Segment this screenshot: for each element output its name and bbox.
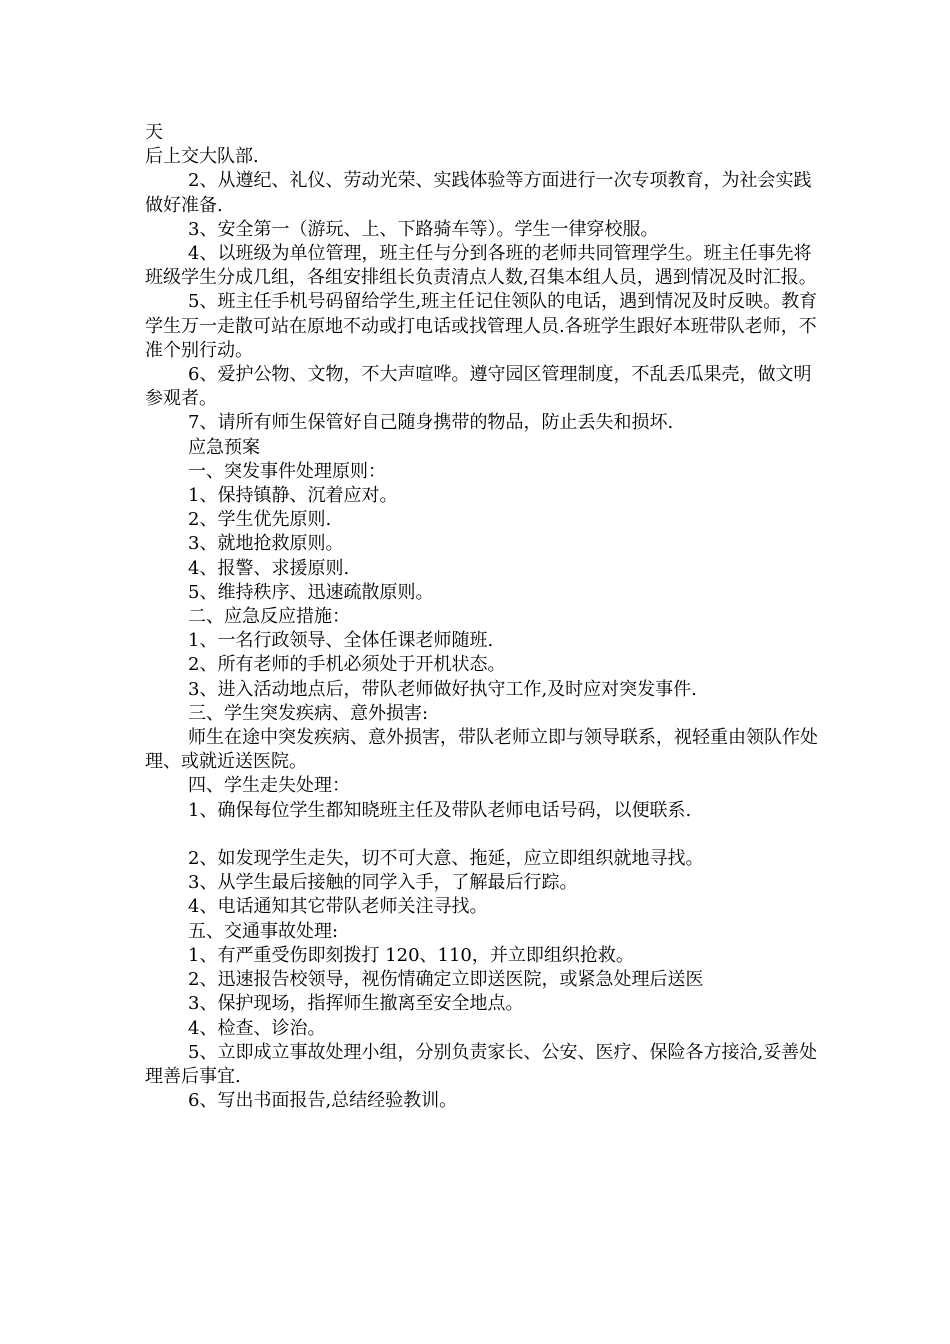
text-paragraph: 2、从遵纪、礼仪、劳动光荣、实践体验等方面进行一次专项教育，为社会实践做好准备. [145, 170, 812, 216]
text-paragraph: 3、安全第一（游玩、上、下路骑车等）。学生一律穿校服。 [188, 218, 659, 240]
text-paragraph: 5、班主任手机号码留给学生,班主任记住领队的电话，遇到情况及时反映。教育学生万一走散可站在原地不动或打电话或找管理人员.各班学生跟好本班带队老师，不准个别行动。 [145, 291, 818, 361]
blank-line [145, 823, 825, 847]
subsection-heading: 二、应急反应措施： [188, 606, 350, 628]
text-line: 后上交大队部. [145, 146, 259, 168]
list-item: 6、写出书面报告,总结经验教训。 [188, 1090, 458, 1112]
subsection-heading: 三、学生突发疾病、意外损害: [188, 702, 429, 724]
list-item: 2、迅速报告校领导，视伤情确定立即送医院，或紧急处理后送医 [188, 969, 704, 991]
text-line: 天 [145, 122, 163, 143]
list-item: 3、保护现场，指挥师生撤离至安全地点。 [188, 993, 524, 1015]
list-item: 5、维持秩序、迅速疏散原则。 [188, 581, 434, 603]
list-item: 2、学生优先原则. [188, 509, 332, 531]
subsection-heading: 一、突发事件处理原则： [188, 460, 386, 482]
text-paragraph: 6、爱护公物、文物，不大声喧哗。遵守园区管理制度，不乱丢瓜果壳，做文明参观者。 [145, 364, 812, 410]
list-item: 2、如发现学生走失，切不可大意、拖延，应立即组织就地寻找。 [188, 848, 704, 870]
section-heading: 应急预案 [188, 436, 260, 458]
list-item: 3、进入活动地点后，带队老师做好执守工作,及时应对突发事件. [188, 678, 697, 700]
text-paragraph: 4、以班级为单位管理，班主任与分到各班的老师共同管理学生。班主任事先将班级学生分成几组，各组安排组长负责清点人数,召集本组人员，遇到情况及时汇报。 [145, 243, 817, 289]
list-item: 1、有严重受伤即刻拨打 120、110，并立即组织抢救。 [188, 944, 634, 966]
document-page [145, 121, 825, 1113]
list-item: 4、电话通知其它带队老师关注寻找。 [188, 896, 488, 918]
list-item: 5、立即成立事故处理小组，分别负责家长、公安、医疗、保险各方接洽,妥善处理善后事宜. [145, 1041, 818, 1087]
subsection-heading: 五、交通事故处理: [188, 920, 339, 942]
list-item: 4、检查、诊治。 [188, 1017, 326, 1039]
list-item: 1、确保每位学生都知晓班主任及带队老师电话号码，以便联系. [188, 799, 692, 821]
subsection-heading: 四、学生走失处理： [188, 775, 350, 797]
text-paragraph: 师生在途中突发疾病、意外损害，带队老师立即与领导联系，视轻重由领队作处理、或就近送医院。 [145, 727, 818, 773]
list-item: 4、报警、求援原则. [188, 557, 350, 579]
list-item: 1、保持镇静、沉着应对。 [188, 485, 398, 507]
text-paragraph: 7、请所有师生保管好自己随身携带的物品，防止丢失和损坏. [188, 412, 674, 434]
list-item: 2、所有老师的手机必须处于开机状态。 [188, 654, 506, 676]
list-item: 1、一名行政领导、全体任课老师随班. [188, 630, 494, 652]
list-item: 3、从学生最后接触的同学入手，了解最后行踪。 [188, 872, 578, 894]
list-item: 3、就地抢救原则。 [188, 533, 344, 555]
